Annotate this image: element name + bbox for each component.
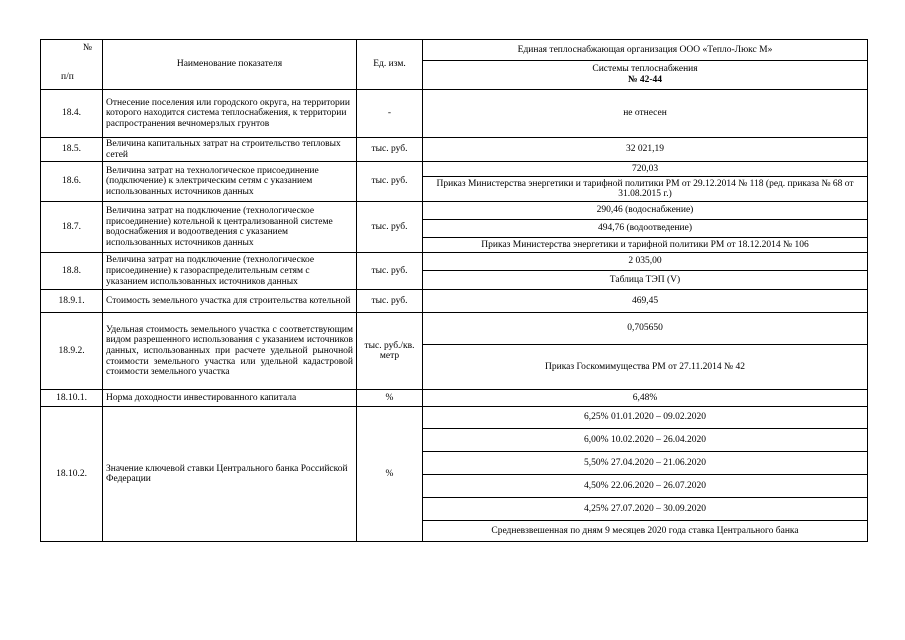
value-cell: не отнесен — [423, 90, 868, 138]
indicator-name: Величина затрат на подключение (технологическое присоединение) котельной к централизованной системе водоснабжения и водоотведения с указанием использованных источников данных — [103, 202, 357, 253]
unit-cell: тыс. руб. — [357, 290, 423, 313]
value-cell: 6,25% 01.01.2020 – 09.02.2020 — [423, 407, 868, 429]
indicator-name: Величина капитальных затрат на строительство тепловых сетей — [103, 138, 357, 162]
header-text: п/п — [61, 72, 74, 83]
header-text: Системы теплоснабжения — [592, 64, 698, 75]
value-cell: 0,705650 — [423, 313, 868, 345]
value-cell: 2 035,00 — [423, 253, 868, 271]
row-number: 18.7. — [41, 202, 103, 253]
value-cell: 494,76 (водоотведение) — [423, 220, 868, 238]
unit-cell: тыс. руб. — [357, 202, 423, 253]
value-cell: Приказ Министерства энергетики и тарифной политики РМ от 29.12.2014 № 118 (ред. приказа № 68 от 31.08.2015 г.) — [423, 177, 868, 202]
indicator-name: Величина затрат на технологическое присоединение (подключение) к электрическим сетям с указанием использованных источников данных — [103, 162, 357, 202]
row-number: 18.6. — [41, 162, 103, 202]
row-number: 18.9.2. — [41, 313, 103, 390]
header-number — [41, 40, 103, 90]
value-cell: 4,50% 22.06.2020 – 26.07.2020 — [423, 475, 868, 498]
indicator-name: Удельная стоимость земельного участка с соответствующим видом разрешенного использования с указанием источников данных, использованных при расчете удельной рыночной стоимости земельного участка или удельной кадастровой стоимости земельного участка — [103, 313, 357, 390]
table-row — [41, 138, 868, 162]
value-cell: 6,48% — [423, 390, 868, 407]
header-systems-number: № 42-44 — [627, 75, 663, 85]
header-organization: Единая теплоснабжающая организация ООО «Тепло-Люкс М» — [423, 40, 868, 61]
unit-cell: тыс. руб. — [357, 162, 423, 202]
table-row — [41, 290, 868, 313]
row-number: 18.4. — [41, 90, 103, 138]
indicator-name: Отнесение поселения или городского округа, на территории которого находится система теплоснабжения, к территории распространения вечномерзлых грунтов — [103, 90, 357, 138]
table-row — [41, 253, 868, 271]
row-number: 18.5. — [41, 138, 103, 162]
value-cell: 290,46 (водоснабжение) — [423, 202, 868, 220]
indicators-table — [40, 39, 868, 542]
header-systems — [423, 61, 868, 90]
row-number: 18.10.1. — [41, 390, 103, 407]
unit-cell: тыс. руб. — [357, 138, 423, 162]
value-cell: 720,03 — [423, 162, 868, 177]
value-cell: Приказ Госкомимущества РМ от 27.11.2014 № 42 — [423, 345, 868, 390]
row-number: 18.10.2. — [41, 407, 103, 542]
header-unit: Ед. изм. — [357, 40, 423, 90]
indicator-name: Стоимость земельного участка для строительства котельной — [103, 290, 357, 313]
unit-cell: % — [357, 390, 423, 407]
table-row — [41, 313, 868, 345]
row-number: 18.8. — [41, 253, 103, 290]
table-row — [41, 162, 868, 177]
value-cell: 32 021,19 — [423, 138, 868, 162]
unit-cell: тыс. руб. — [357, 253, 423, 290]
header-name: Наименование показателя — [103, 40, 357, 90]
table-row — [41, 390, 868, 407]
table-row — [41, 202, 868, 220]
indicator-name: Значение ключевой ставки Центрального банка Российской Федерации — [103, 407, 357, 542]
value-cell: Таблица ТЭП (V) — [423, 271, 868, 290]
value-cell: Приказ Министерства энергетики и тарифной политики РМ от 18.12.2014 № 106 — [423, 238, 868, 253]
unit-cell: % — [357, 407, 423, 542]
value-cell: 5,50% 27.04.2020 – 21.06.2020 — [423, 452, 868, 475]
indicator-name: Величина затрат на подключение (технологическое присоединение) к газораспределительным сетям с указанием использованных источников данных — [103, 253, 357, 290]
value-cell: 469,45 — [423, 290, 868, 313]
header-text: № — [82, 43, 92, 53]
indicator-name: Норма доходности инвестированного капитала — [103, 390, 357, 407]
value-cell: 6,00% 10.02.2020 – 26.04.2020 — [423, 429, 868, 452]
table-row — [41, 90, 868, 138]
unit-cell: тыс. руб./кв. метр — [357, 313, 423, 390]
row-number: 18.9.1. — [41, 290, 103, 313]
table-row — [41, 407, 868, 429]
value-cell: Средневзвешенная по дням 9 месяцев 2020 года ставка Центрального банка — [423, 521, 868, 542]
value-cell: 4,25% 27.07.2020 – 30.09.2020 — [423, 498, 868, 521]
unit-cell: - — [357, 90, 423, 138]
